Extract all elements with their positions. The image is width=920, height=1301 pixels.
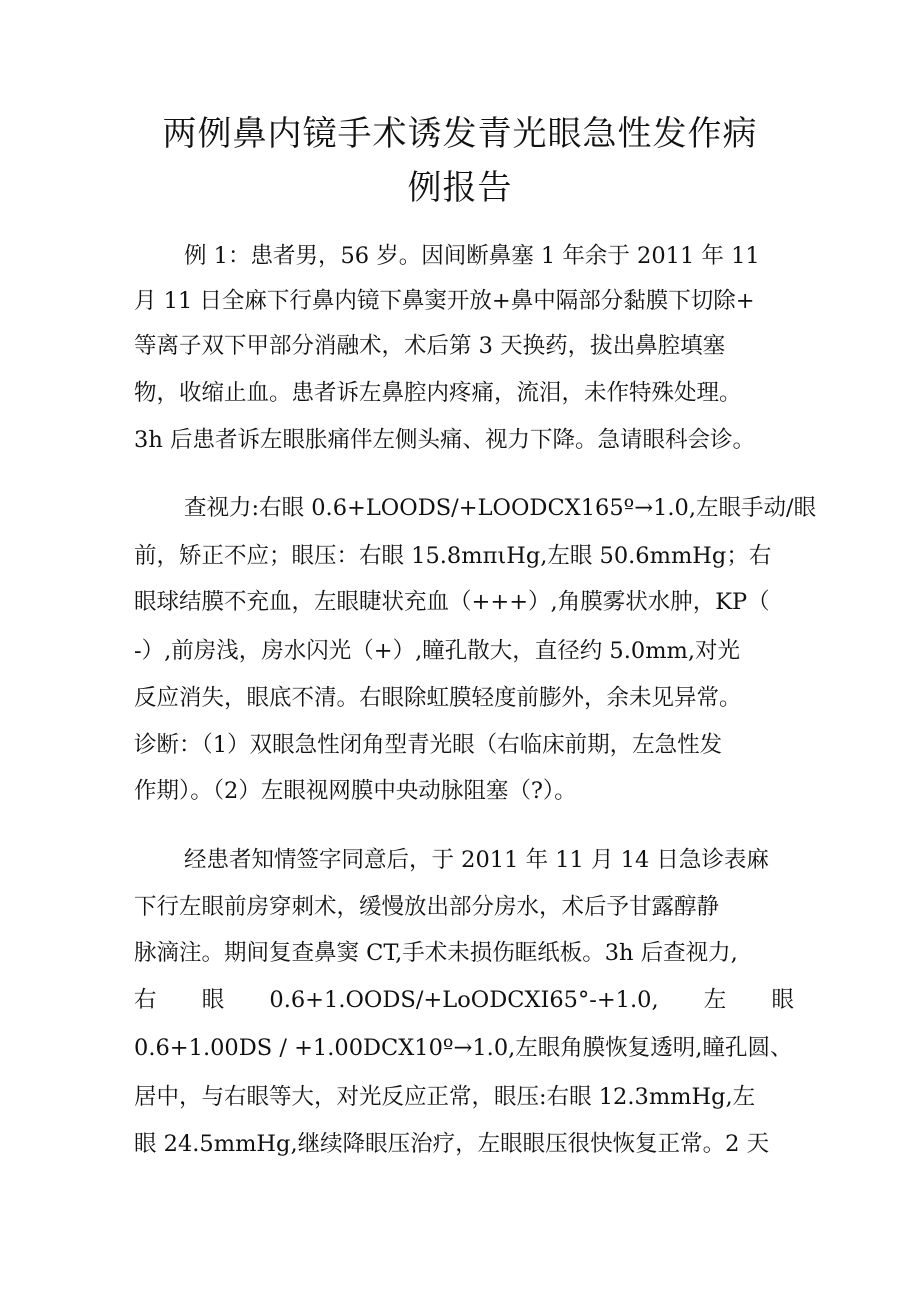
paragraph-3-line: 经患者知情签字同意后，于 2011 年 11 月 14 日急诊表麻 — [184, 847, 769, 873]
paragraph-3-line: 下行左眼前房穿刺术，缓慢放出部分房水，术后予甘露醇静 — [134, 894, 720, 920]
document-title-line-1: 两例鼻内镜手术诱发青光眼急性发作病 — [162, 114, 758, 154]
paragraph-3-line: 居中，与右眼等大，对光反应正常，眼压:右眼 12.3mmHg,左 — [134, 1084, 756, 1110]
paragraph-1-line: 等离子双下甲部分消融术，术后第 3 天换药，拔出鼻腔填塞 — [134, 333, 726, 359]
paragraph-2-line: -）,前房浅，房水闪光（+）,瞳孔散大，直径约 5.0mm,对光 — [134, 638, 741, 664]
paragraph-2-line: 查视力:右眼 0.6+LOODS/+LOODCX165º→1.0,左眼手动/眼 — [184, 495, 817, 521]
paragraph-2-line: 诊断：（1）双眼急性闭角型青光眼（右临床前期，左急性发 — [134, 732, 723, 758]
justified-word: 左 — [703, 987, 727, 1013]
justified-word: 眼 — [771, 987, 794, 1013]
justified-word: 0.6+1.OODS/+LoODCXI65°-+1.0, — [269, 987, 659, 1013]
paragraph-3-line: 脉滴注。期间复查鼻窦 CT,手术未损伤眶纸板。3h 后查视力, — [134, 940, 738, 966]
paragraph-3-justified-line — [134, 985, 794, 1015]
paragraph-2-line: 反应消失，眼底不清。右眼除虹膜轻度前膨外，余未见异常。 — [134, 685, 742, 711]
justified-word: 眼 — [201, 987, 225, 1013]
paragraph-2-line: 前，矫正不应；眼压：右眼 15.8mπιHg,左眼 50.6mmHg；右 — [134, 543, 772, 569]
paragraph-1-line: 物，收缩止血。患者诉左鼻腔内疼痛，流泪，未作特殊处理。 — [134, 380, 742, 406]
paragraph-1-line: 3h 后患者诉左眼胀痛伴左侧头痛、视力下降。急请眼科会诊。 — [134, 427, 755, 453]
paragraph-3-line: 眼 24.5mmHg,继续降眼压治疗，左眼眼压很快恢复正常。2 天 — [134, 1131, 770, 1157]
document-title-line-2: 例报告 — [407, 168, 513, 208]
paragraph-2-line: 眼球结膜不充血，左眼睫状充血（+++）,角膜雾状水肿，KP（ — [134, 589, 770, 615]
paragraph-1-line: 月 11 日全麻下行鼻内镜下鼻窦开放+鼻中隔部分黏膜下切除+ — [134, 288, 755, 314]
paragraph-3-line: 0.6+1.00DS / +1.00DCX10º→1.0,左眼角膜恢复透明,瞳孔圆、 — [134, 1035, 793, 1061]
paragraph-1-line: 例 1：患者男，56 岁。因间断鼻塞 1 年余于 2011 年 11 — [184, 243, 760, 269]
justified-word: 右 — [134, 987, 157, 1013]
paragraph-2-line: 作期）。（2）左眼视网膜中央动脉阻塞（?）。 — [134, 778, 577, 804]
